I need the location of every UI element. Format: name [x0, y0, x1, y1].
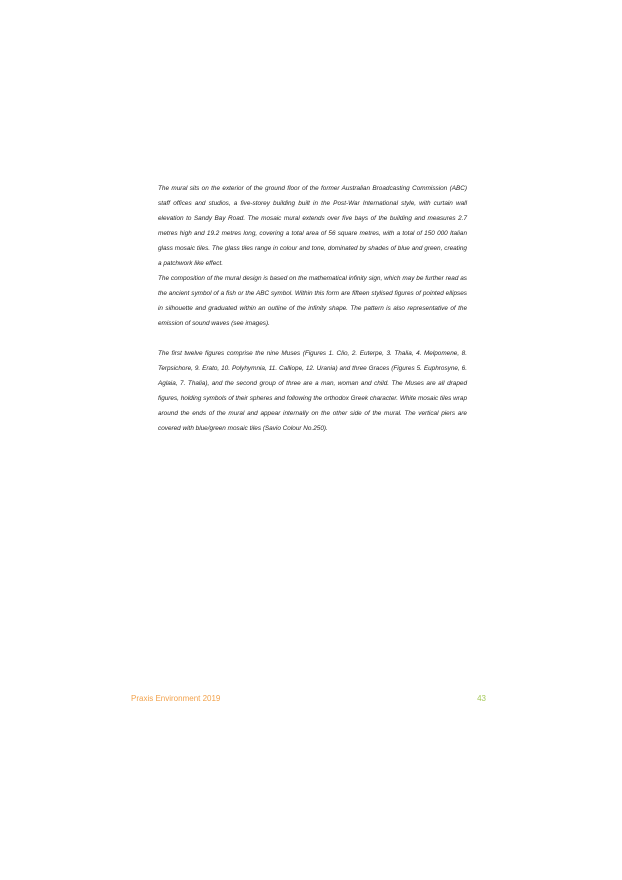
paragraph-mural-description: The mural sits on the exterior of the ground floor of the former Australian Broadcasting Commission (ABC) staff offices and studios, a five-storey building built in the Post-War International style, with curtain wall elevation to Sandy Bay Road. The mosaic mural extends over five bays of the building and measures 2.7 metres high and 19.2 metres long, covering a total area of 56 square metres, with a total of 150 000 Italian glass mosaic tiles. The glass tiles range in colour and tone, dominated by shades of blue and green, creating a patchwork like effect.	[158, 185, 467, 267]
page-number: 43	[477, 694, 486, 703]
paragraph-mural-composition: The composition of the mural design is based on the mathematical infinity sign, which may be further read as the ancient symbol of a fish or the ABC symbol. Within this form are fifteen stylised figures of pointed ellipses in silhouette and graduated within an outline of the infinity shape. The pattern is also representative of the emission of sound waves (see images).	[158, 275, 467, 327]
paragraph-mural-figures: The first twelve figures comprise the nine Muses (Figures 1. Clio, 2. Euterpe, 3. Thalia, 4. Melpomene, 8. Terpsichore, 9. Erato, 10. Polyhymnia, 11. Calliope, 12. Urania) and three Graces (Figures 5. Euphrosyne, 6. Aglaia, 7. Thalia), and the second group of three are a man, woman and child. The Muses are all draped figures, holding symbols of their spheres and following the orthodox Greek character. White mosaic tiles wrap around the ends of the mural and appear internally on the other side of the mural. The vertical piers are covered with blue/green mosaic tiles (Savio Colour No.250).	[158, 350, 467, 432]
footer-publisher: Praxis Environment 2019	[131, 694, 221, 703]
body-text	[158, 181, 467, 436]
page-footer	[131, 693, 486, 705]
